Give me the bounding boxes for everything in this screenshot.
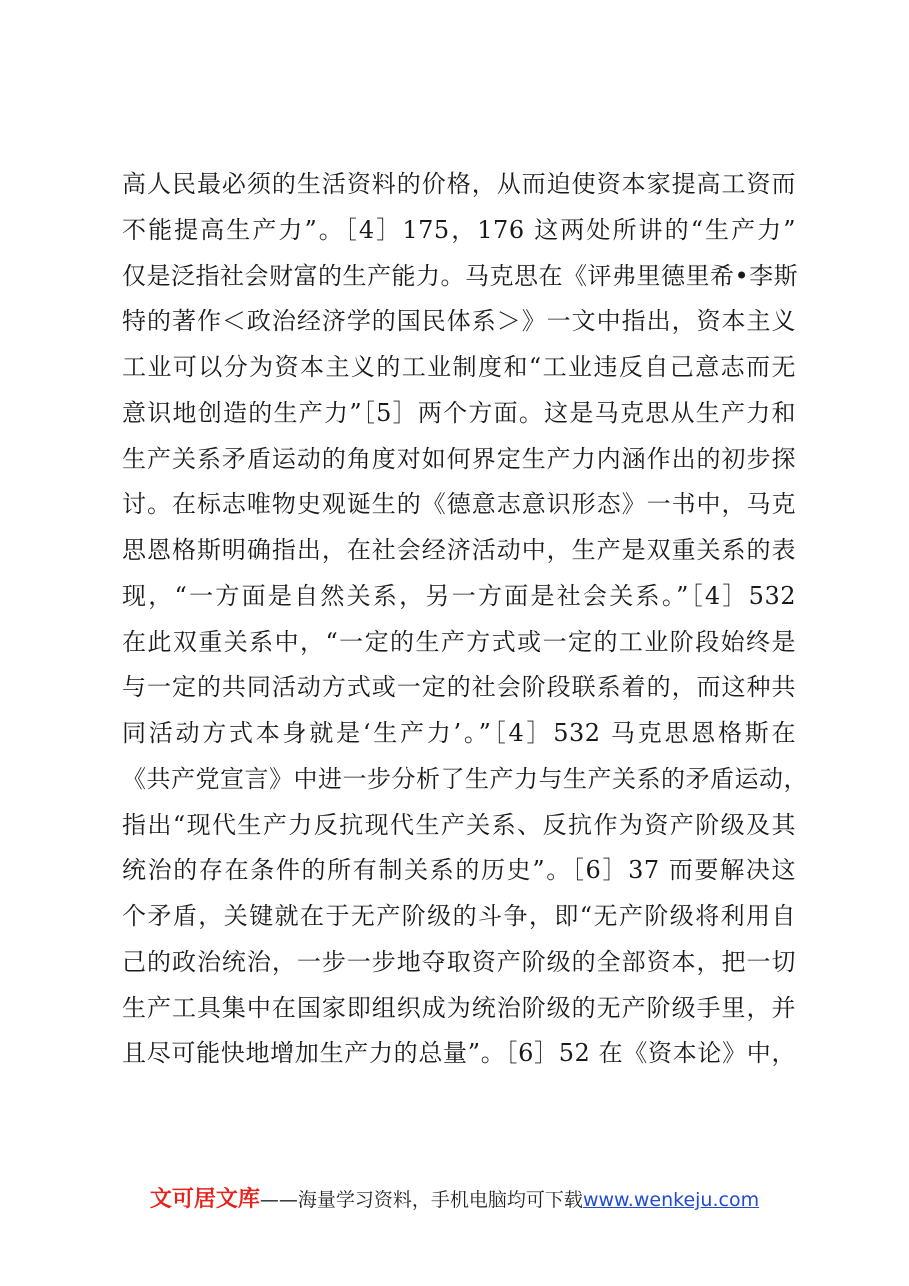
text-line: 特的著作＜政治经济学的国民体系＞》一文中指出，资本主义 xyxy=(122,307,796,336)
text-line: 个矛盾，关键就在于无产阶级的斗争，即“无产阶级将利用自 xyxy=(122,902,796,930)
text-line: 同活动方式本身就是‘生产力’。”［4］532 马克思恩格斯在 xyxy=(122,719,796,747)
text-line: 生产关系矛盾运动的角度对如何界定生产力内涵作出的初步探 xyxy=(122,444,796,473)
text-line: 现，“一方面是自然关系，另一方面是社会关系。”［4］532 xyxy=(122,581,796,610)
footer-banner xyxy=(0,1182,909,1213)
text-line: 指出“现代生产力反抗现代生产关系、反抗作为资产阶级及其 xyxy=(122,810,796,839)
text-line: 仅是泛指社会财富的生产能力。马克思在《评弗里德里希•李斯 xyxy=(122,261,799,290)
text-line: 高人民最必须的生活资料的价格，从而迫使资本家提高工资而 xyxy=(122,170,796,198)
text-line: 工业可以分为资本主义的工业制度和“工业违反自己意志而无 xyxy=(122,353,796,381)
footer-brand: 文可居文库 xyxy=(149,1187,260,1212)
text-line: 讨。在标志唯物史观诞生的《德意志意识形态》一书中，马克 xyxy=(122,490,796,519)
text-line: 生产工具集中在国家即组织成为统治阶级的无产阶级手里，并 xyxy=(122,993,796,1022)
text-line: 不能提高生产力”。［4］175，176 这两处所讲的“生产力” xyxy=(122,215,796,244)
text-line: 思恩格斯明确指出，在社会经济活动中，生产是双重关系的表 xyxy=(122,536,796,564)
footer-url-link[interactable]: www.wenkeju.com xyxy=(582,1189,760,1211)
text-line: 《共产党宣言》中进一步分析了生产力与生产关系的矛盾运动， xyxy=(122,764,808,793)
text-line: 己的政治统治，一步一步地夺取资产阶级的全部资本，把一切 xyxy=(122,947,796,976)
body-text xyxy=(122,162,808,1077)
text-line: 在此双重关系中，“一定的生产方式或一定的工业阶段始终是 xyxy=(122,627,796,656)
text-line: 意识地创造的生产力”［5］两个方面。这是马克思从生产力和 xyxy=(122,398,796,427)
text-line: 且尽可能快地增加生产力的总量”。［6］52 在《资本论》中， xyxy=(122,1039,796,1068)
text-line: 统治的存在条件的所有制关系的历史”。［6］37 而要解决这 xyxy=(122,856,796,885)
text-line: 与一定的共同活动方式或一定的社会阶段联系着的，而这种共 xyxy=(122,673,796,702)
footer-tagline: ——海量学习资料，手机电脑均可下载 xyxy=(259,1189,583,1211)
